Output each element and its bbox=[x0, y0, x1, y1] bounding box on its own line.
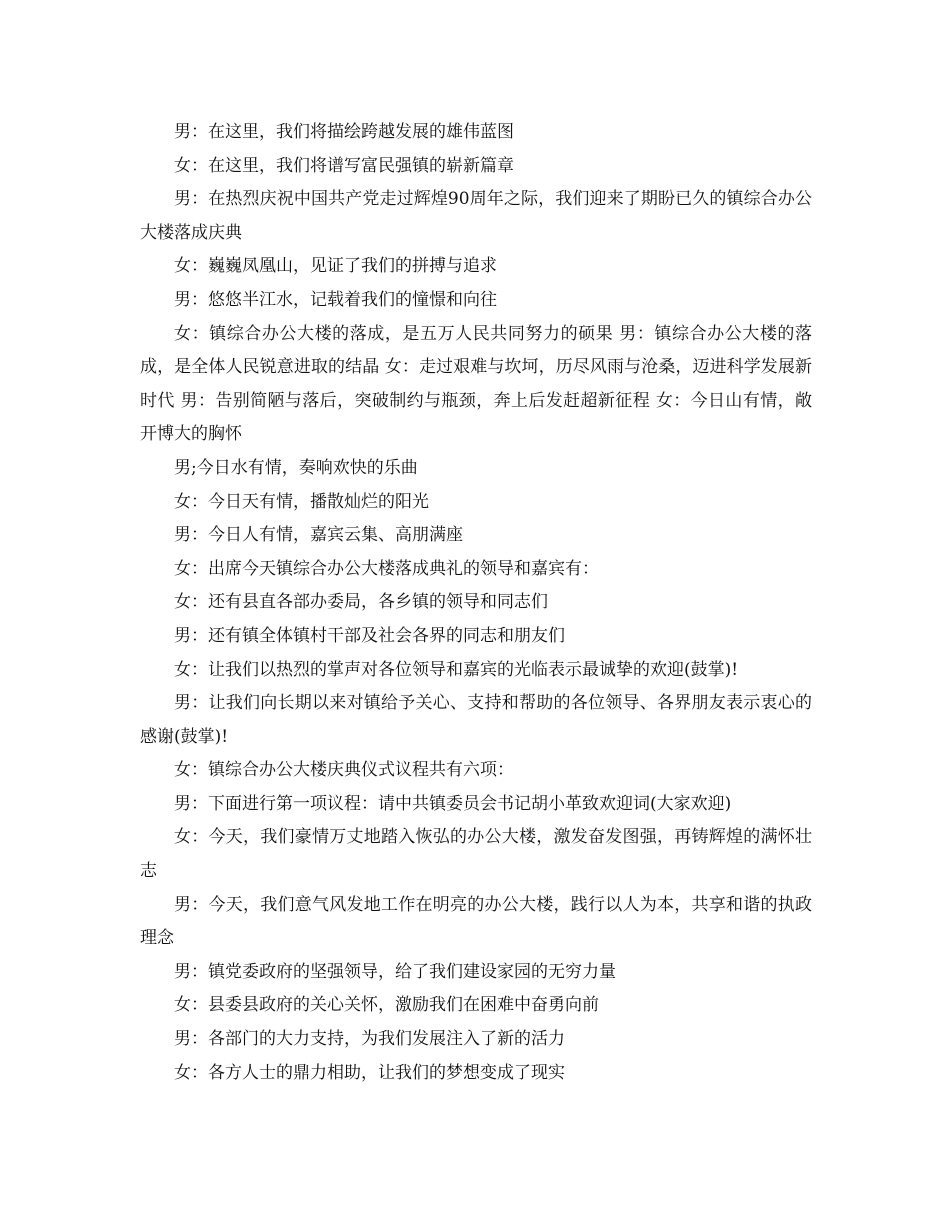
paragraph-14: 男：让我们向长期以来对镇给予关心、支持和帮助的各位领导、各界朋友表示衷心的感谢(鼓掌)! bbox=[140, 693, 812, 747]
paragraph-12: 男：还有镇全体镇村干部及社会各界的同志和朋友们 bbox=[174, 625, 565, 646]
paragraph-3: 男：在热烈庆祝中国共产党走过辉煌90周年之际，我们迎来了期盼已久的镇综合办公大楼落成庆典 bbox=[140, 189, 812, 243]
paragraph-2: 女：在这里，我们将谱写富民强镇的崭新篇章 bbox=[174, 155, 514, 176]
document-page bbox=[140, 116, 812, 1090]
paragraph-11: 女：还有县直各部办委局，各乡镇的领导和同志们 bbox=[174, 592, 548, 613]
paragraph-17: 女：今天，我们豪情万丈地踏入恢弘的办公大楼，激发奋发图强，再铸辉煌的满怀壮志 bbox=[140, 827, 812, 882]
paragraph-13: 女：让我们以热烈的掌声对各位领导和嘉宾的光临表示最诚挚的欢迎(鼓掌)! bbox=[174, 659, 739, 680]
paragraph-4: 女：巍巍凤凰山，见证了我们的拼搏与追求 bbox=[174, 256, 497, 277]
paragraph-8: 女：今日天有情，播散灿烂的阳光 bbox=[174, 491, 429, 512]
paragraph-10: 女：出席今天镇综合办公大楼落成典礼的领导和嘉宾有： bbox=[174, 558, 599, 579]
paragraph-19: 男：镇党委政府的坚强领导，给了我们建设家园的无穷力量 bbox=[174, 961, 616, 982]
paragraph-1: 男：在这里，我们将描绘跨越发展的雄伟蓝图 bbox=[174, 122, 514, 142]
paragraph-6: 女：镇综合办公大楼的落成，是五万人民共同努力的硕果 男：镇综合办公大楼的落成，是全体人民锐意进取的结晶 女：走过艰难与坎坷，历尽风雨与沧桑，迈进科学发展新时代 男：告别简陋与落后，突破制约与瓶颈，奔上后发赶超新征程 女：今日山有情，敞开博大的胸怀 bbox=[140, 323, 812, 445]
paragraph-20: 女：县委县政府的关心关怀，激励我们在困难中奋勇向前 bbox=[174, 995, 599, 1016]
paragraph-7: 男;今日水有情，奏响欢快的乐曲 bbox=[174, 457, 418, 478]
paragraph-21: 男：各部门的大力支持，为我们发展注入了新的活力 bbox=[174, 1029, 565, 1050]
paragraph-18: 男：今天，我们意气风发地工作在明亮的办公大楼，践行以人为本，共享和谐的执政理念 bbox=[140, 894, 812, 949]
paragraph-22: 女：各方人士的鼎力相助，让我们的梦想变成了现实 bbox=[174, 1062, 565, 1083]
paragraph-9: 男：今日人有情，嘉宾云集、高朋满座 bbox=[174, 525, 463, 546]
paragraph-5: 男：悠悠半江水，记载着我们的憧憬和向往 bbox=[174, 289, 497, 310]
paragraph-15: 女：镇综合办公大楼庆典仪式议程共有六项： bbox=[174, 760, 514, 781]
paragraph-16: 男：下面进行第一项议程：请中共镇委员会书记胡小革致欢迎词(大家欢迎) bbox=[174, 793, 732, 814]
